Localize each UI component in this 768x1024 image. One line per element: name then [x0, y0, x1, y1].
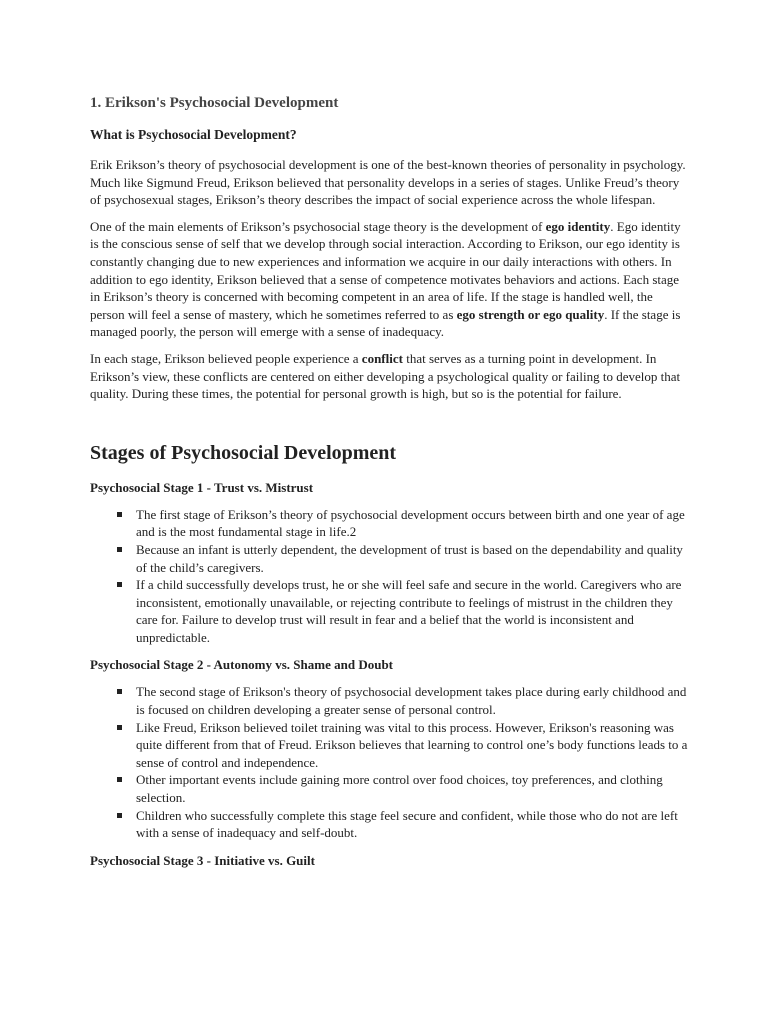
list-item: Like Freud, Erikson believed toilet training was vital to this process. However, Erikson's reasoning was quite different from that of Freud. Erikson believes that learning to control one’s body functions leads to a sense of control and independence.: [136, 719, 688, 770]
list-item: Other important events include gaining more control over food choices, toy preferences, and clothing selection.: [136, 771, 688, 806]
text-run: . If the stage is managed poorly, the person will emerge with a sense of inadequacy.: [90, 306, 681, 340]
stage-1-list: [90, 506, 688, 647]
bold-term-ego-identity: ego identity: [545, 218, 611, 234]
stage-2-heading: Psychosocial Stage 2 - Autonomy vs. Shame and Doubt: [90, 657, 394, 673]
stage-3-heading: Psychosocial Stage 3 - Initiative vs. Guilt: [90, 852, 315, 868]
bold-term-conflict: conflict: [361, 350, 403, 366]
document-heading: 1. Erikson's Psychosocial Development: [90, 95, 339, 111]
list-item: Because an infant is utterly dependent, the development of trust is based on the dependability and quality of the child’s caregivers.: [136, 541, 688, 576]
paragraph-ego-identity: [90, 218, 688, 341]
paragraph-conflict: [90, 350, 688, 403]
stage-2-list: [90, 683, 688, 841]
text-run: that serves as a turning point in development. In Erikson’s view, these conflicts are centered on either developing a psychological quality or failing to develop that quality. During these times, the potential for personal growth is high, but so is the potential for failure.: [90, 350, 681, 402]
bold-term-ego-strength: ego strength or ego quality: [456, 306, 605, 322]
text-run: . Ego identity is the conscious sense of self that we develop through social interaction. According to Erikson, our ego identity is constantly changing due to new experiences and information we acquire in our daily interactions with others. In addition to ego identity, Erikson believed that a sense of competence motivates behaviors and actions. Each stage in Erikson’s theory is concerned with becoming competent in an area of life. If the stage is handled well, the person will feel a sense of mastery, which he sometimes referred to as: [90, 218, 681, 322]
paragraph-intro: Erik Erikson’s theory of psychosocial development is one of the best-known theories of personality in psychology. Much like Sigmund Freud, Erikson believed that personality develops in a series of stages. Unlike Freud’s theory of psychosexual stages, Erikson’s theory describes the impact of social experience across the whole lifespan.: [90, 157, 686, 208]
text-run: In each stage, Erikson believed people experience a: [90, 350, 362, 366]
list-item: The second stage of Erikson's theory of psychosocial development takes place during early childhood and is focused on children developing a greater sense of personal control.: [136, 684, 687, 718]
stage-1-heading: Psychosocial Stage 1 - Trust vs. Mistrust: [90, 479, 314, 495]
list-item: Children who successfully complete this stage feel secure and confident, while those who do not are left with a sense of inadequacy and self-doubt.: [136, 807, 688, 842]
document-subheading: What is Psychosocial Development?: [90, 127, 297, 142]
list-item: If a child successfully develops trust, he or she will feel safe and secure in the world. Caregivers who are inconsistent, emotionally unavailable, or rejecting contribute to feelings of mistrust in the children they care for. Failure to develop trust will result in fear and a belief that the world is inconsistent and unpredictable.: [136, 576, 688, 646]
text-run: One of the main elements of Erikson’s psychosocial stage theory is the development of: [90, 218, 546, 234]
list-item: The first stage of Erikson’s theory of psychosocial development occurs between birth and one year of age and is the most fundamental stage in life.2: [136, 506, 688, 541]
section-title: Stages of Psychosocial Development: [90, 441, 397, 464]
